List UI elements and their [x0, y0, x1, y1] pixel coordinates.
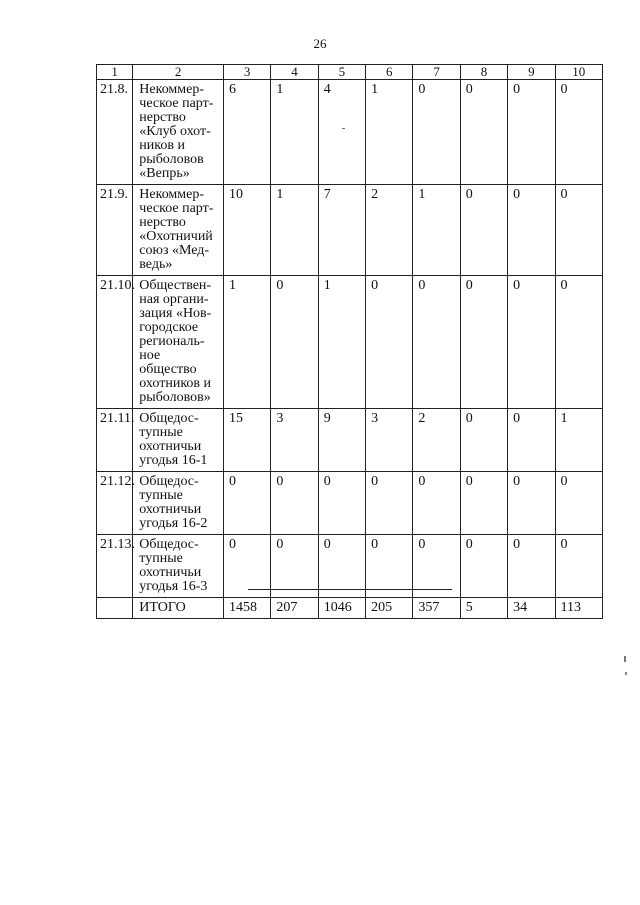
- column-header-3: 3: [223, 65, 270, 80]
- scan-mark: [625, 672, 627, 675]
- organization-name-cell: Общедос-тупные охотничьи угодья 16-2: [133, 472, 224, 535]
- value-cell-col-8: 0: [460, 409, 507, 472]
- value-cell-col-4: 1: [271, 80, 318, 185]
- value-cell-col-10: 113: [555, 598, 603, 619]
- value-cell-col-4: 0: [271, 472, 318, 535]
- value-cell-col-4: 0: [271, 535, 318, 598]
- total-label-cell: ИТОГО: [133, 598, 224, 619]
- value-cell-col-10: 0: [555, 80, 603, 185]
- column-header-1: 1: [97, 65, 133, 80]
- row-index-cell: [97, 598, 133, 619]
- page-number: 26: [313, 36, 327, 51]
- value-cell-col-3: 1: [223, 276, 270, 409]
- value-cell-col-9: 0: [508, 276, 555, 409]
- value-cell-col-9: 0: [508, 409, 555, 472]
- value-cell-col-7: 2: [413, 409, 460, 472]
- value-cell-col-6: 205: [366, 598, 413, 619]
- column-header-4: 4: [271, 65, 318, 80]
- value-cell-col-9: 34: [508, 598, 555, 619]
- value-cell-col-7: 0: [413, 276, 460, 409]
- value-cell-col-9: 0: [508, 472, 555, 535]
- value-cell-col-7: 0: [413, 472, 460, 535]
- column-header-9: 9: [508, 65, 555, 80]
- value-cell-col-4: 0: [271, 276, 318, 409]
- organization-name-cell: Некоммер-ческое парт-нерство «Охотничий союз «Мед-ведь»: [133, 185, 224, 276]
- closing-rule: [248, 589, 452, 590]
- row-index-cell: 21.11.: [97, 409, 133, 472]
- column-header-8: 8: [460, 65, 507, 80]
- report-table: [96, 64, 603, 619]
- value-cell-col-5: 0: [318, 535, 365, 598]
- value-cell-col-3: 0: [223, 472, 270, 535]
- value-cell-col-6: 0: [366, 535, 413, 598]
- row-index-cell: 21.8.: [97, 80, 133, 185]
- scan-speck: [342, 128, 345, 129]
- scan-mark: [624, 656, 626, 662]
- value-cell-col-8: 0: [460, 80, 507, 185]
- column-header-7: 7: [413, 65, 460, 80]
- value-cell-col-3: 1458: [223, 598, 270, 619]
- organization-name-cell: Обществен-ная органи-зация «Нов-городское региональ-ное общество охотников и рыболовов»: [133, 276, 224, 409]
- row-index-cell: 21.13.: [97, 535, 133, 598]
- table-header-row: [97, 65, 603, 80]
- table-row: [97, 276, 603, 409]
- value-cell-col-8: 0: [460, 276, 507, 409]
- value-cell-col-10: 0: [555, 472, 603, 535]
- value-cell-col-6: 1: [366, 80, 413, 185]
- value-cell-col-3: 10: [223, 185, 270, 276]
- value-cell-col-5: 7: [318, 185, 365, 276]
- value-cell-col-6: 3: [366, 409, 413, 472]
- column-header-6: 6: [366, 65, 413, 80]
- value-cell-col-9: 0: [508, 185, 555, 276]
- value-cell-col-7: 1: [413, 185, 460, 276]
- value-cell-col-4: 207: [271, 598, 318, 619]
- value-cell-col-4: 3: [271, 409, 318, 472]
- column-header-10: 10: [555, 65, 603, 80]
- value-cell-col-9: 0: [508, 80, 555, 185]
- value-cell-col-5: 1: [318, 276, 365, 409]
- value-cell-col-3: 0: [223, 535, 270, 598]
- value-cell-col-5: 4: [318, 80, 365, 185]
- value-cell-col-8: 0: [460, 185, 507, 276]
- value-cell-col-6: 0: [366, 472, 413, 535]
- value-cell-col-5: 0: [318, 472, 365, 535]
- value-cell-col-10: 0: [555, 185, 603, 276]
- value-cell-col-8: 5: [460, 598, 507, 619]
- value-cell-col-9: 0: [508, 535, 555, 598]
- value-cell-col-10: 0: [555, 535, 603, 598]
- value-cell-col-10: 0: [555, 276, 603, 409]
- value-cell-col-4: 1: [271, 185, 318, 276]
- value-cell-col-10: 1: [555, 409, 603, 472]
- table-row: [97, 409, 603, 472]
- value-cell-col-3: 15: [223, 409, 270, 472]
- table-row: [97, 185, 603, 276]
- value-cell-col-7: 357: [413, 598, 460, 619]
- organization-name-cell: Некоммер-ческое парт-нерство «Клуб охот-ников и рыболовов «Вепрь»: [133, 80, 224, 185]
- column-header-5: 5: [318, 65, 365, 80]
- value-cell-col-8: 0: [460, 535, 507, 598]
- value-cell-col-5: 9: [318, 409, 365, 472]
- organization-name-cell: Общедос-тупные охотничьи угодья 16-1: [133, 409, 224, 472]
- table-row: [97, 472, 603, 535]
- value-cell-col-7: 0: [413, 535, 460, 598]
- value-cell-col-3: 6: [223, 80, 270, 185]
- table-row: [97, 80, 603, 185]
- row-index-cell: 21.9.: [97, 185, 133, 276]
- value-cell-col-5: 1046: [318, 598, 365, 619]
- organization-name-cell: Общедос-тупные охотничьи угодья 16-3: [133, 535, 224, 598]
- value-cell-col-6: 2: [366, 185, 413, 276]
- column-header-2: 2: [133, 65, 224, 80]
- value-cell-col-7: 0: [413, 80, 460, 185]
- row-index-cell: 21.12.: [97, 472, 133, 535]
- total-row: [97, 598, 603, 619]
- row-index-cell: 21.10.: [97, 276, 133, 409]
- value-cell-col-8: 0: [460, 472, 507, 535]
- value-cell-col-6: 0: [366, 276, 413, 409]
